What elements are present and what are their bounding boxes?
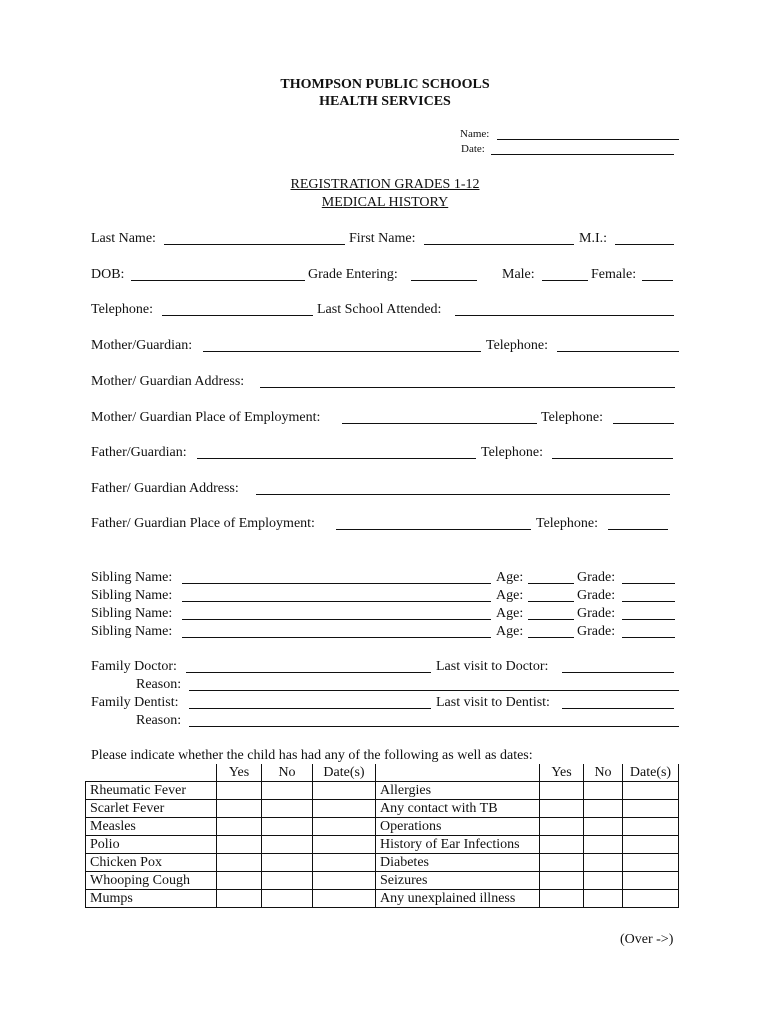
sibling-age-label: Age: — [496, 606, 524, 621]
mother-employment-label: Mother/ Guardian Place of Employment: — [91, 410, 321, 425]
corner-name-label: Name: — [460, 128, 490, 140]
sibling-grade-field[interactable] — [622, 583, 675, 584]
yes-cell[interactable] — [217, 782, 262, 800]
condition-label: Any unexplained illness — [376, 890, 540, 908]
condition-label: Mumps — [86, 890, 217, 908]
condition-label: Scarlet Fever — [86, 800, 217, 818]
yes-cell[interactable] — [217, 890, 262, 908]
corner-name-field[interactable] — [497, 139, 679, 140]
dentist-reason-label: Reason: — [136, 713, 182, 728]
family-dentist-label: Family Dentist: — [91, 695, 179, 710]
dates-cell[interactable] — [313, 800, 376, 818]
no-cell[interactable] — [262, 854, 313, 872]
department-name: HEALTH SERVICES — [319, 94, 451, 109]
telephone-field[interactable] — [162, 315, 313, 316]
mother-employment-field[interactable] — [342, 423, 537, 424]
condition-label: Diabetes — [376, 854, 540, 872]
yes-cell[interactable] — [217, 800, 262, 818]
condition-label: Seizures — [376, 872, 540, 890]
col-header-yes: Yes — [540, 764, 584, 782]
family-dentist-field[interactable] — [189, 708, 431, 709]
last-visit-dentist-field[interactable] — [562, 708, 674, 709]
father-employment-label: Father/ Guardian Place of Employment: — [91, 516, 315, 531]
sibling-grade-field[interactable] — [622, 619, 675, 620]
no-cell[interactable] — [262, 818, 313, 836]
male-label: Male: — [502, 267, 535, 282]
dates-cell[interactable] — [623, 800, 679, 818]
mi-label: M.I.: — [579, 231, 607, 246]
grade-entering-field[interactable] — [411, 280, 477, 281]
male-field[interactable] — [542, 280, 588, 281]
no-cell[interactable] — [584, 872, 623, 890]
father-telephone-label: Telephone: — [481, 445, 543, 460]
telephone-label: Telephone: — [91, 302, 153, 317]
corner-date-label: Date: — [461, 143, 485, 155]
yes-cell[interactable] — [540, 890, 584, 908]
dates-cell[interactable] — [623, 890, 679, 908]
yes-cell[interactable] — [540, 872, 584, 890]
sibling-grade-label: Grade: — [577, 606, 616, 621]
condition-label: History of Ear Infections — [376, 836, 540, 854]
father-address-label: Father/ Guardian Address: — [91, 481, 239, 496]
sibling-age-label: Age: — [496, 570, 524, 585]
sibling-grade-field[interactable] — [622, 601, 675, 602]
female-field[interactable] — [642, 280, 673, 281]
doctor-reason-field[interactable] — [189, 690, 679, 691]
dates-cell[interactable] — [623, 836, 679, 854]
last-visit-doctor-field[interactable] — [562, 672, 674, 673]
dob-field[interactable] — [131, 280, 305, 281]
condition-label: Chicken Pox — [86, 854, 217, 872]
sibling-age-label: Age: — [496, 624, 524, 639]
mother-telephone-label: Telephone: — [486, 338, 548, 353]
school-name: THOMPSON PUBLIC SCHOOLS — [280, 77, 490, 92]
condition-label: Measles — [86, 818, 217, 836]
sibling-age-field[interactable] — [528, 637, 574, 638]
dates-cell[interactable] — [313, 836, 376, 854]
sibling-name-label: Sibling Name: — [91, 606, 173, 621]
yes-cell[interactable] — [217, 854, 262, 872]
dentist-reason-field[interactable] — [189, 726, 679, 727]
no-cell[interactable] — [262, 872, 313, 890]
dates-cell[interactable] — [313, 872, 376, 890]
sibling-name-label: Sibling Name: — [91, 624, 173, 639]
last-school-field[interactable] — [455, 315, 674, 316]
sibling-name-field[interactable] — [182, 619, 491, 620]
mother-telephone-field[interactable] — [557, 351, 679, 352]
no-cell[interactable] — [584, 818, 623, 836]
condition-label: Operations — [376, 818, 540, 836]
yes-cell[interactable] — [540, 818, 584, 836]
dates-cell[interactable] — [313, 890, 376, 908]
table-row — [86, 782, 679, 800]
grade-entering-label: Grade Entering: — [308, 267, 398, 282]
mother-guardian-field[interactable] — [203, 351, 481, 352]
dates-cell[interactable] — [313, 854, 376, 872]
first-name-label: First Name: — [349, 231, 416, 246]
mi-field[interactable] — [615, 244, 674, 245]
sibling-grade-label: Grade: — [577, 570, 616, 585]
condition-label: Polio — [86, 836, 217, 854]
sibling-grade-label: Grade: — [577, 624, 616, 639]
mother-emp-telephone-field[interactable] — [613, 423, 674, 424]
table-row — [86, 872, 679, 890]
sibling-name-label: Sibling Name: — [91, 588, 173, 603]
no-cell[interactable] — [262, 782, 313, 800]
family-doctor-field[interactable] — [186, 672, 431, 673]
sibling-name-field[interactable] — [182, 583, 491, 584]
mother-address-field[interactable] — [260, 387, 675, 388]
col-header-no: No — [584, 764, 623, 782]
yes-cell[interactable] — [540, 782, 584, 800]
table-row — [86, 818, 679, 836]
no-cell[interactable] — [262, 836, 313, 854]
no-cell[interactable] — [262, 890, 313, 908]
sibling-name-label: Sibling Name: — [91, 570, 173, 585]
over-indicator: (Over ->) — [620, 932, 674, 947]
condition-label: Allergies — [376, 782, 540, 800]
condition-label: Any contact with TB — [376, 800, 540, 818]
last-visit-doctor-label: Last visit to Doctor: — [436, 659, 549, 674]
no-cell[interactable] — [584, 836, 623, 854]
father-telephone-field[interactable] — [552, 458, 673, 459]
table-row — [86, 800, 679, 818]
sibling-grade-field[interactable] — [622, 637, 675, 638]
table-row — [86, 836, 679, 854]
last-visit-dentist-label: Last visit to Dentist: — [436, 695, 550, 710]
yes-cell[interactable] — [540, 800, 584, 818]
col-header-dates: Date(s) — [623, 764, 679, 782]
yes-cell[interactable] — [217, 818, 262, 836]
dates-cell[interactable] — [313, 782, 376, 800]
yes-cell[interactable] — [217, 872, 262, 890]
dates-cell[interactable] — [623, 872, 679, 890]
col-header-no: No — [262, 764, 313, 782]
dob-label: DOB: — [91, 267, 125, 282]
female-label: Female: — [591, 267, 637, 282]
table-row — [86, 854, 679, 872]
header-blank — [376, 764, 540, 782]
father-guardian-label: Father/Guardian: — [91, 445, 187, 460]
no-cell[interactable] — [584, 782, 623, 800]
first-name-field[interactable] — [424, 244, 574, 245]
col-header-yes: Yes — [217, 764, 262, 782]
no-cell[interactable] — [262, 800, 313, 818]
last-name-field[interactable] — [164, 244, 345, 245]
sibling-age-label: Age: — [496, 588, 524, 603]
form-subtitle: MEDICAL HISTORY — [321, 195, 449, 210]
family-doctor-label: Family Doctor: — [91, 659, 177, 674]
yes-cell[interactable] — [540, 854, 584, 872]
doctor-reason-label: Reason: — [136, 677, 182, 692]
table-header-row — [86, 764, 679, 782]
history-instruction: Please indicate whether the child has had any of the following as well as dates: — [91, 748, 533, 763]
col-header-dates: Date(s) — [313, 764, 376, 782]
no-cell[interactable] — [584, 890, 623, 908]
sibling-name-field[interactable] — [182, 637, 491, 638]
condition-label: Rheumatic Fever — [86, 782, 217, 800]
sibling-age-field[interactable] — [528, 601, 574, 602]
corner-date-field[interactable] — [491, 154, 674, 155]
dates-cell[interactable] — [623, 782, 679, 800]
sibling-grade-label: Grade: — [577, 588, 616, 603]
no-cell[interactable] — [584, 800, 623, 818]
condition-label: Whooping Cough — [86, 872, 217, 890]
father-address-field[interactable] — [256, 494, 670, 495]
form-title: REGISTRATION GRADES 1-12 — [290, 177, 480, 192]
no-cell[interactable] — [584, 854, 623, 872]
mother-emp-telephone-label: Telephone: — [541, 410, 603, 425]
father-employment-field[interactable] — [336, 529, 531, 530]
yes-cell[interactable] — [540, 836, 584, 854]
last-name-label: Last Name: — [91, 231, 156, 246]
header-blank — [86, 764, 217, 782]
father-emp-telephone-label: Telephone: — [536, 516, 598, 531]
sibling-age-field[interactable] — [528, 583, 574, 584]
father-guardian-field[interactable] — [197, 458, 476, 459]
sibling-name-field[interactable] — [182, 601, 491, 602]
medical-history-table — [85, 764, 679, 908]
father-emp-telephone-field[interactable] — [608, 529, 668, 530]
dates-cell[interactable] — [313, 818, 376, 836]
mother-guardian-label: Mother/Guardian: — [91, 338, 193, 353]
table-row — [86, 890, 679, 908]
dates-cell[interactable] — [623, 854, 679, 872]
last-school-label: Last School Attended: — [317, 302, 442, 317]
mother-address-label: Mother/ Guardian Address: — [91, 374, 245, 389]
yes-cell[interactable] — [217, 836, 262, 854]
dates-cell[interactable] — [623, 818, 679, 836]
sibling-age-field[interactable] — [528, 619, 574, 620]
